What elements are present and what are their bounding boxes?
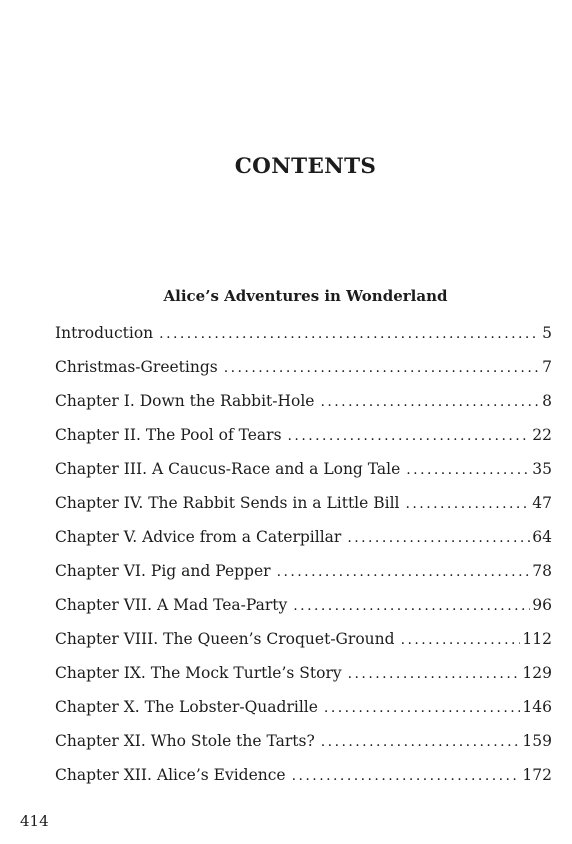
dot-leader [347, 526, 530, 550]
dot-leader [401, 628, 521, 652]
toc-entry-title: Chapter VIII. The Queen’s Croquet-Ground [55, 630, 395, 648]
toc-entry[interactable] [55, 321, 552, 355]
toc-entry[interactable] [55, 457, 552, 491]
toc-entry[interactable] [55, 627, 552, 661]
toc-entry-title: Chapter XI. Who Stole the Tarts? [55, 732, 315, 750]
toc-entry-title: Chapter III. A Caucus-Race and a Long Tale [55, 460, 401, 478]
toc-entry-title: Chapter VI. Pig and Pepper [55, 562, 271, 580]
toc-entry[interactable] [55, 491, 552, 525]
toc-entry-title: Chapter XII. Alice’s Evidence [55, 766, 286, 784]
toc-entry-title: Chapter II. The Pool of Tears [55, 426, 282, 444]
toc-entry-page: 47 [532, 494, 552, 512]
table-of-contents [55, 321, 552, 797]
section-title: Alice’s Adventures in Wonderland [163, 287, 448, 305]
toc-entry[interactable] [55, 525, 552, 559]
toc-entry-title: Introduction [55, 324, 154, 342]
dot-leader [288, 424, 531, 448]
page-title: CONTENTS [234, 154, 377, 179]
toc-entry-page: 35 [532, 460, 552, 478]
toc-entry-title: Chapter I. Down the Rabbit-Hole [55, 392, 315, 410]
dot-leader [159, 322, 540, 346]
dot-leader [277, 560, 531, 584]
toc-entry[interactable] [55, 389, 552, 423]
toc-entry-page: 8 [542, 392, 552, 410]
toc-entry-page: 96 [532, 596, 552, 614]
toc-entry[interactable] [55, 559, 552, 593]
toc-entry-page: 159 [522, 732, 552, 750]
toc-entry-page: 64 [532, 528, 552, 546]
page-number: 414 [20, 812, 49, 830]
toc-entry-page: 172 [522, 766, 552, 784]
toc-entry[interactable] [55, 355, 552, 389]
toc-entry-page: 22 [532, 426, 552, 444]
toc-entry[interactable] [55, 661, 552, 695]
toc-entry[interactable] [55, 695, 552, 729]
toc-entry-title: Chapter VII. A Mad Tea-Party [55, 596, 288, 614]
dot-leader [292, 764, 521, 788]
toc-entry-page: 7 [542, 358, 552, 376]
toc-entry[interactable] [55, 763, 552, 797]
toc-entry-page: 146 [522, 698, 552, 716]
dot-leader [348, 662, 521, 686]
dot-leader [324, 696, 520, 720]
dot-leader [293, 594, 530, 618]
toc-entry-page: 112 [522, 630, 552, 648]
toc-entry-page: 78 [532, 562, 552, 580]
toc-entry-title: Chapter V. Advice from a Caterpillar [55, 528, 342, 546]
toc-entry-page: 5 [542, 324, 552, 342]
toc-entry-title: Chapter X. The Lobster-Quadrille [55, 698, 318, 716]
toc-entry-page: 129 [522, 664, 552, 682]
toc-entry[interactable] [55, 729, 552, 763]
dot-leader [406, 492, 531, 516]
toc-entry-title: Chapter IV. The Rabbit Sends in a Little Bill [55, 494, 400, 512]
dot-leader [224, 356, 540, 380]
toc-entry-title: Christmas-Greetings [55, 358, 218, 376]
toc-entry-title: Chapter IX. The Mock Turtle’s Story [55, 664, 342, 682]
toc-entry[interactable] [55, 593, 552, 627]
dot-leader [320, 390, 540, 414]
dot-leader [406, 458, 530, 482]
toc-entry[interactable] [55, 423, 552, 457]
dot-leader [321, 730, 521, 754]
